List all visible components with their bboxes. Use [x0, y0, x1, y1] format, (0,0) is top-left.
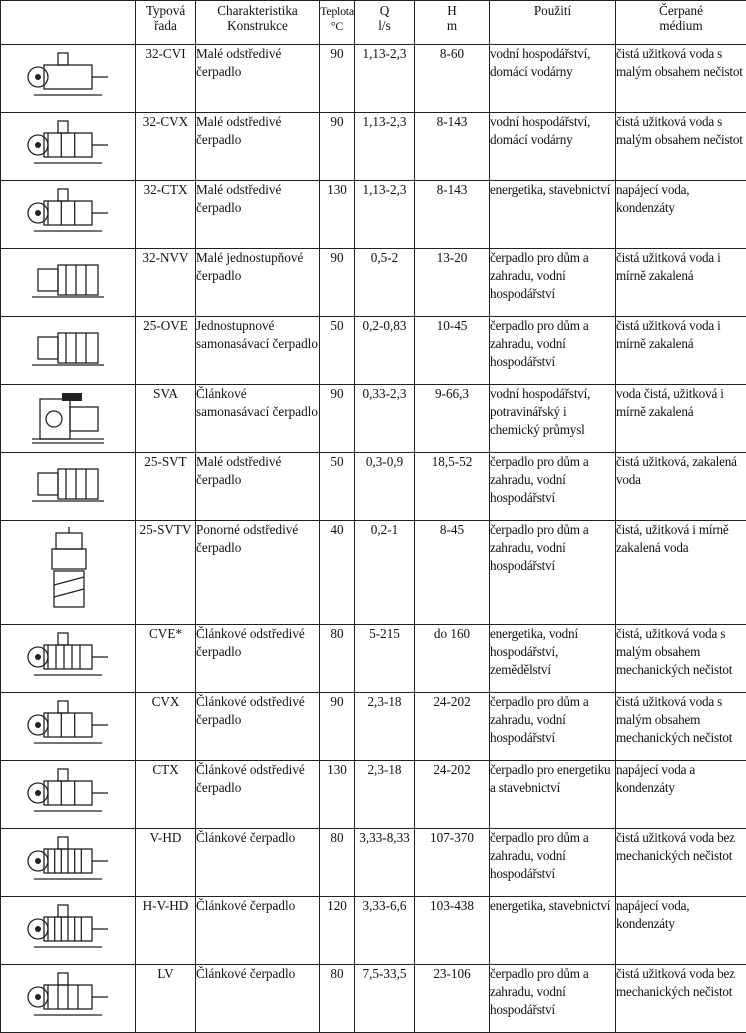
table-row [1, 829, 746, 897]
cell-type: 25-OVE [136, 317, 196, 385]
table-row [1, 453, 746, 521]
header-type: Typová řada [136, 1, 196, 45]
cell-type: CVX [136, 693, 196, 761]
cell-temperature: 90 [320, 45, 355, 113]
cell-type: H-V-HD [136, 897, 196, 965]
cell-flow: 0,2-1 [355, 521, 415, 625]
cell-medium: čistá užitková voda s malým obsahem mechanických nečistot [616, 693, 746, 761]
cell-flow: 0,3-0,9 [355, 453, 415, 521]
cell-temperature: 90 [320, 693, 355, 761]
cell-type: 25-SVT [136, 453, 196, 521]
cell-flow: 0,33-2,3 [355, 385, 415, 453]
table-row [1, 965, 746, 1033]
self-priming-pump-icon [1, 317, 136, 385]
header-row [1, 1, 746, 45]
cell-flow: 1,13-2,3 [355, 113, 415, 181]
cell-usage: energetika, vodní hospodářství, zemědělství [490, 625, 616, 693]
cell-characteristics: Článkové odstředivé čerpadlo [196, 625, 320, 693]
cell-temperature: 90 [320, 113, 355, 181]
cell-usage: vodní hospodářství, domácí vodárny [490, 45, 616, 113]
cell-type: 25-SVTV [136, 521, 196, 625]
cell-flow: 2,3-18 [355, 761, 415, 829]
cell-head: 8-45 [415, 521, 490, 625]
multistage-pump-icon [1, 693, 136, 761]
table-row [1, 693, 746, 761]
table-row [1, 181, 746, 249]
cell-type: SVA [136, 385, 196, 453]
cell-flow: 2,3-18 [355, 693, 415, 761]
cell-flow: 1,13-2,3 [355, 181, 415, 249]
cell-usage: čerpadlo pro dům a zahradu, vodní hospodářství [490, 965, 616, 1033]
cell-characteristics: Malé odstředivé čerpadlo [196, 181, 320, 249]
cell-medium: čistá, užitková voda s malým obsahem mechanických nečistot [616, 625, 746, 693]
cell-flow: 0,5-2 [355, 249, 415, 317]
cell-head: 24-202 [415, 761, 490, 829]
cell-characteristics: Ponorné odstředivé čerpadlo [196, 521, 320, 625]
header-medium: Čerpané médium [616, 1, 746, 45]
cell-characteristics: Článkové odstředivé čerpadlo [196, 761, 320, 829]
table-row [1, 625, 746, 693]
cell-characteristics: Malé odstředivé čerpadlo [196, 45, 320, 113]
cell-usage: čerpadlo pro dům a zahradu, vodní hospodářství [490, 453, 616, 521]
cell-usage: energetika, stavebnictví [490, 897, 616, 965]
multistage-pump-icon [1, 113, 136, 181]
cell-medium: čistá užitková, zakalená voda [616, 453, 746, 521]
cell-usage: čerpadlo pro dům a zahradu, vodní hospodářství [490, 249, 616, 317]
cell-flow: 3,33-8,33 [355, 829, 415, 897]
table-row [1, 317, 746, 385]
sectional-pump-icon [1, 965, 136, 1033]
cell-characteristics: Článkové čerpadlo [196, 965, 320, 1033]
cell-type: V-HD [136, 829, 196, 897]
cell-usage: energetika, stavebnictví [490, 181, 616, 249]
cell-flow: 0,2-0,83 [355, 317, 415, 385]
header-characteristics: Charakteristika Konstrukce [196, 1, 320, 45]
cell-flow: 5-215 [355, 625, 415, 693]
high-pressure-pump-icon [1, 829, 136, 897]
table-row [1, 113, 746, 181]
cell-type: 32-CVX [136, 113, 196, 181]
cell-head: 103-438 [415, 897, 490, 965]
cell-temperature: 80 [320, 965, 355, 1033]
cell-head: 24-202 [415, 693, 490, 761]
cell-medium: čistá užitková voda bez mechanických nečistot [616, 829, 746, 897]
cell-flow: 1,13-2,3 [355, 45, 415, 113]
cell-characteristics: Malé odstředivé čerpadlo [196, 453, 320, 521]
cell-characteristics: Článkové čerpadlo [196, 829, 320, 897]
cell-temperature: 90 [320, 385, 355, 453]
cell-temperature: 80 [320, 829, 355, 897]
cell-flow: 3,33-6,6 [355, 897, 415, 965]
cell-usage: čerpadlo pro dům a zahradu, vodní hospodářství [490, 693, 616, 761]
submersible-pump-icon [1, 521, 136, 625]
cell-head: 23-106 [415, 965, 490, 1033]
cell-type: CVE* [136, 625, 196, 693]
cell-medium: čistá užitková voda bez mechanických nečistot [616, 965, 746, 1033]
cell-medium: čistá užitková voda s malým obsahem nečistot [616, 113, 746, 181]
motor-pump-icon [1, 453, 136, 521]
cell-head: 13-20 [415, 249, 490, 317]
cell-usage: čerpadlo pro energetiku a stavebnictví [490, 761, 616, 829]
header-usage: Použití [490, 1, 616, 45]
cell-medium: čistá užitková voda i mírně zakalená [616, 249, 746, 317]
table-row [1, 45, 746, 113]
sectional-centrifugal-pump-icon [1, 625, 136, 693]
cell-medium: napájecí voda, kondenzáty [616, 181, 746, 249]
horizontal-centrifugal-pump-icon [1, 45, 136, 113]
cell-temperature: 50 [320, 317, 355, 385]
cell-head: do 160 [415, 625, 490, 693]
cell-type: 32-CTX [136, 181, 196, 249]
cell-usage: čerpadlo pro dům a zahradu, vodní hospodářství [490, 521, 616, 625]
table-row [1, 249, 746, 317]
multistage-pump-icon [1, 181, 136, 249]
table-row [1, 385, 746, 453]
cell-head: 8-143 [415, 181, 490, 249]
cell-temperature: 90 [320, 249, 355, 317]
cell-medium: čistá užitková voda i mírně zakalená [616, 317, 746, 385]
cell-temperature: 80 [320, 625, 355, 693]
header-image [1, 1, 136, 45]
cell-usage: čerpadlo pro dům a zahradu, vodní hospodářství [490, 317, 616, 385]
cell-temperature: 50 [320, 453, 355, 521]
cell-type: CTX [136, 761, 196, 829]
cell-characteristics: Článkové odstředivé čerpadlo [196, 693, 320, 761]
cell-head: 18,5-52 [415, 453, 490, 521]
cell-usage: čerpadlo pro dům a zahradu, vodní hospodářství [490, 829, 616, 897]
table-row [1, 761, 746, 829]
cell-head: 107-370 [415, 829, 490, 897]
table-row [1, 521, 746, 625]
cell-characteristics: Článkové čerpadlo [196, 897, 320, 965]
cell-usage: vodní hospodářství, domácí vodárny [490, 113, 616, 181]
cell-characteristics: Článkové samonasávací čerpadlo [196, 385, 320, 453]
header-temperature: Teplota °C [320, 1, 355, 45]
cell-head: 10-45 [415, 317, 490, 385]
cell-temperature: 120 [320, 897, 355, 965]
sectional-self-priming-pump-icon [1, 385, 136, 453]
cell-head: 9-66,3 [415, 385, 490, 453]
cell-characteristics: Jednostupnové samonasávací čerpadlo [196, 317, 320, 385]
table-row [1, 897, 746, 965]
cell-head: 8-60 [415, 45, 490, 113]
cell-medium: napájecí voda a kondenzáty [616, 761, 746, 829]
cell-temperature: 40 [320, 521, 355, 625]
cell-temperature: 130 [320, 761, 355, 829]
cell-characteristics: Malé jednostupňové čerpadlo [196, 249, 320, 317]
cell-head: 8-143 [415, 113, 490, 181]
header-flow: Q l/s [355, 1, 415, 45]
cell-flow: 7,5-33,5 [355, 965, 415, 1033]
cell-medium: napájecí voda, kondenzáty [616, 897, 746, 965]
cell-type: 32-NVV [136, 249, 196, 317]
cell-medium: čistá užitková voda s malým obsahem nečistot [616, 45, 746, 113]
cell-medium: voda čistá, užitková i mírně zakalená [616, 385, 746, 453]
cell-temperature: 130 [320, 181, 355, 249]
cell-characteristics: Malé odstředivé čerpadlo [196, 113, 320, 181]
header-head: H m [415, 1, 490, 45]
multistage-pump-icon [1, 761, 136, 829]
cell-type: LV [136, 965, 196, 1033]
cell-usage: vodní hospodářství, potravinářský i chemický průmysl [490, 385, 616, 453]
high-pressure-pump-icon [1, 897, 136, 965]
cell-type: 32-CVI [136, 45, 196, 113]
cell-medium: čistá, užitková i mírně zakalená voda [616, 521, 746, 625]
monoblock-pump-icon [1, 249, 136, 317]
